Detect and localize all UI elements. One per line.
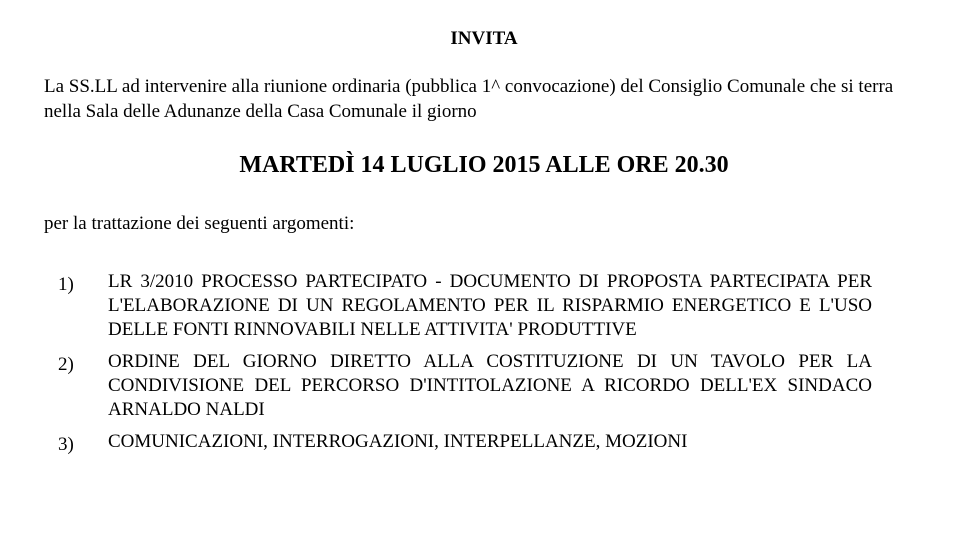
agenda-list (0, 270, 968, 462)
agenda-item-number: 1) (58, 274, 74, 295)
agenda-item-text: LR 3/2010 PROCESSO PARTECIPATO - DOCUMENTO DI PROPOSTA PARTECIPATA PER L'ELABORAZIONE DI UN REGOLAMENTO PER IL RISPARMIO ENERGETICO E L'USO DELLE FONTI RINNOVABILI NELLE ATTIVITA' PRODUTTIVE (108, 271, 872, 340)
agenda-item (0, 270, 968, 342)
agenda-lead: per la trattazione dei seguenti argomenti: (44, 213, 355, 234)
agenda-item-text: ORDINE DEL GIORNO DIRETTO ALLA COSTITUZIONE DI UN TAVOLO PER LA CONDIVISIONE DEL PERCORSO D'INTITOLAZIONE A RICORDO DELL'EX SINDACO ARNALDO NALDI (108, 351, 872, 420)
agenda-item-number: 3) (58, 434, 74, 455)
intro-paragraph: La SS.LL ad intervenire alla riunione ordinaria (pubblica 1^ convocazione) del Consiglio Comunale che si terra nella Sala delle Adunanze della Casa Comunale il giorno (44, 76, 894, 122)
agenda-item-text: COMUNICAZIONI, INTERROGAZIONI, INTERPELLANZE, MOZIONI (108, 431, 688, 452)
agenda-item (0, 350, 968, 422)
meeting-date: MARTEDÌ 14 LUGLIO 2015 ALLE ORE 20.30 (239, 152, 729, 178)
agenda-item (0, 430, 968, 454)
document-heading: INVITA (450, 28, 518, 49)
agenda-item-number: 2) (58, 354, 74, 375)
